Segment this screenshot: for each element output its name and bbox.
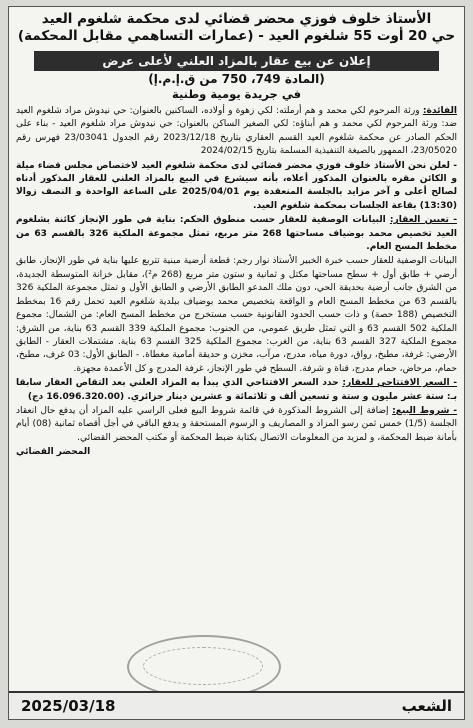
parties-paragraph bbox=[16, 105, 457, 159]
conditions-paragraph bbox=[16, 405, 457, 445]
announcement-paragraph: - لعلن نحن الأستاذ خلوف فوزي محضر قضائي لدى محكمة شلغوم العيد لاختصاص مجلس قضاء ميلة و الكائن مقره بالعنوان المذكور أعلاه، بأنه سيشرع في البيع بالمزاد العلني للعقار المذكور أدناه لصالح أعلى و آخر مزايد بالجلسة المنعقدة يوم 2025/04/01 على الساعة الواحدة و النصف زوالا (13:30) بقاعة الجلسات بمحكمة شلغوم العيد. bbox=[16, 160, 457, 211]
notice-banner: إعلان عن بيع عقار بالمزاد العلني لأعلى عرض bbox=[34, 51, 439, 71]
conditions-label: - شروط البيع: bbox=[392, 405, 457, 416]
parties-label: الفائدة: bbox=[422, 106, 457, 116]
publication-note: في جريدة يومية وطنية bbox=[171, 87, 302, 101]
legal-notice bbox=[8, 6, 465, 720]
stamp-inner-ring bbox=[143, 647, 263, 685]
newspaper-name: الشعب bbox=[401, 697, 452, 715]
publication-date: 2025/03/18 bbox=[21, 697, 116, 715]
property-label: - تعيين العقار: bbox=[389, 215, 457, 226]
property-text: البيانات الوصفية للعقار حسب منطوق الحكم: بناية في طور الإنجاز كائنة بشلغوم العيد تخصيص محمد بوضياف مساحتها 268 متر مربع، تمثل مجموعة الملكية 326 بالقسم 63 من مخطط المسح العام. bbox=[16, 215, 457, 253]
law-article-reference: (المادة 749، 750 من ق.إ.م.إ) bbox=[148, 72, 325, 86]
price-amount: (16.096.320.00 دج) bbox=[27, 391, 125, 402]
price-text: حدد السعر الافتتاحي الذي يبدأ به المزاد العلني بعد التقاص العقار سابقا بـ: ستة عشر مليون و ستة و تسعين ألف و ثلاثمائة و عشرين دينار جزائري. bbox=[16, 378, 457, 402]
price-label: - السعر الافتتاحي للعقار: bbox=[342, 378, 457, 389]
price-paragraph bbox=[16, 377, 457, 404]
bailiff-name-title: الأستاذ خلوف فوزي محضر قضائي لدى محكمة شلغوم العيد bbox=[41, 11, 432, 27]
expert-description: البيانات الوصفية للعقار حسب خبرة الخبير الأستاذ نوار رجم: قطعة أرضية مبنية تتربع عليها بناية في طور الإنجاز، طابق أرضي + طابق أول + سطح مساحتها مكتل و ثمانية و ستون متر مربع (268 م²)، مقابل خزانة المتوسطة الجديدة، من الشرق جانب أرضية بحديقة الحي، دون ملك المدعو الطابق الأرضي و الطابق الأول و تمثل مجموعة الملكية 326 بالقسم 63 من مخطط المسح العام و الواقعة بتخصيص محمد بوضياف ببلدية شلغوم العيد تحمل رقم 16 بمخطط التخصيص (188 حصة) و ذات حسب الحدود القانونية حسب مستخرج من مخطط المسح العام: من الشمال: مجموع الملكية 502 القسم 63 و التي تمثل طريق عمومي، من الجنوب: مجموع الملكية 339 القسم 63 بناية، من الشرق: مجموع الملكية 327 القسم 63 بناية، من الغرب: مجموع الملكية 325 القسم 63 بناية. مشتملات العقار - الطابق الأرضي: غرفة، مطبخ، رواق، دورة مياه، مدرج، مرآب، مخزن و حديقة أمامية مغطاة. - الطابق الأول: 03 غرف، مطبخ، حمام، مرحاض، حمام مدرج، قناة و شرفة. السطح في طور الإنجاز، غرفة المدرج و كل الأعمدة مجهزة. bbox=[16, 256, 458, 374]
property-paragraph bbox=[16, 214, 457, 254]
notice-body bbox=[16, 105, 457, 460]
footer-bar bbox=[9, 691, 464, 719]
signature-label: المحضر القضائي bbox=[16, 447, 91, 458]
conditions-text: إضافة إلى الشروط المذكورة في قائمة شروط البيع فعلى الراسي عليه المزاد أن يدفع حال انعقاد الجلسة (1/5) خمس ثمن رسو المزاد و المصاريف و الرسوم المستحقة و يدفع الباقي في أجل أقصاه ثمانية (08) أيام بأمانة ضبط المحكمة، و لمزيد من المعلومات الاتصال بكتابة ضبط المحكمة أو مكتب المحضر القضائي. bbox=[16, 405, 458, 443]
bailiff-address: حي 20 أوت 55 شلغوم العيد - (عمارات التساهمي مقابل المحكمة) bbox=[17, 28, 456, 44]
official-stamp bbox=[127, 635, 281, 699]
parties-text: ورثة المرحوم لكي محمد و هم أرملته: لكي زهوة و أولاده، الساكنين بالعنوان: حي نيدوش مراد شلغوم العيد ضد: ورثة المرحوم لكي محمد و هم أبناؤه: لكي الصغير الساكن بالعنوان: حي نيدوش مراد شلغوم العيد - بناء على الحكم الصادر عن محكمة شلغوم العيد القسم العقاري بتاريخ 2023/12/18 رقم الجدول 23/03041 فهرس رقم 23/05020، الممهور بالصيغة التنفيذية المسلمة بتاريخ 2024/02/15 bbox=[16, 106, 457, 157]
